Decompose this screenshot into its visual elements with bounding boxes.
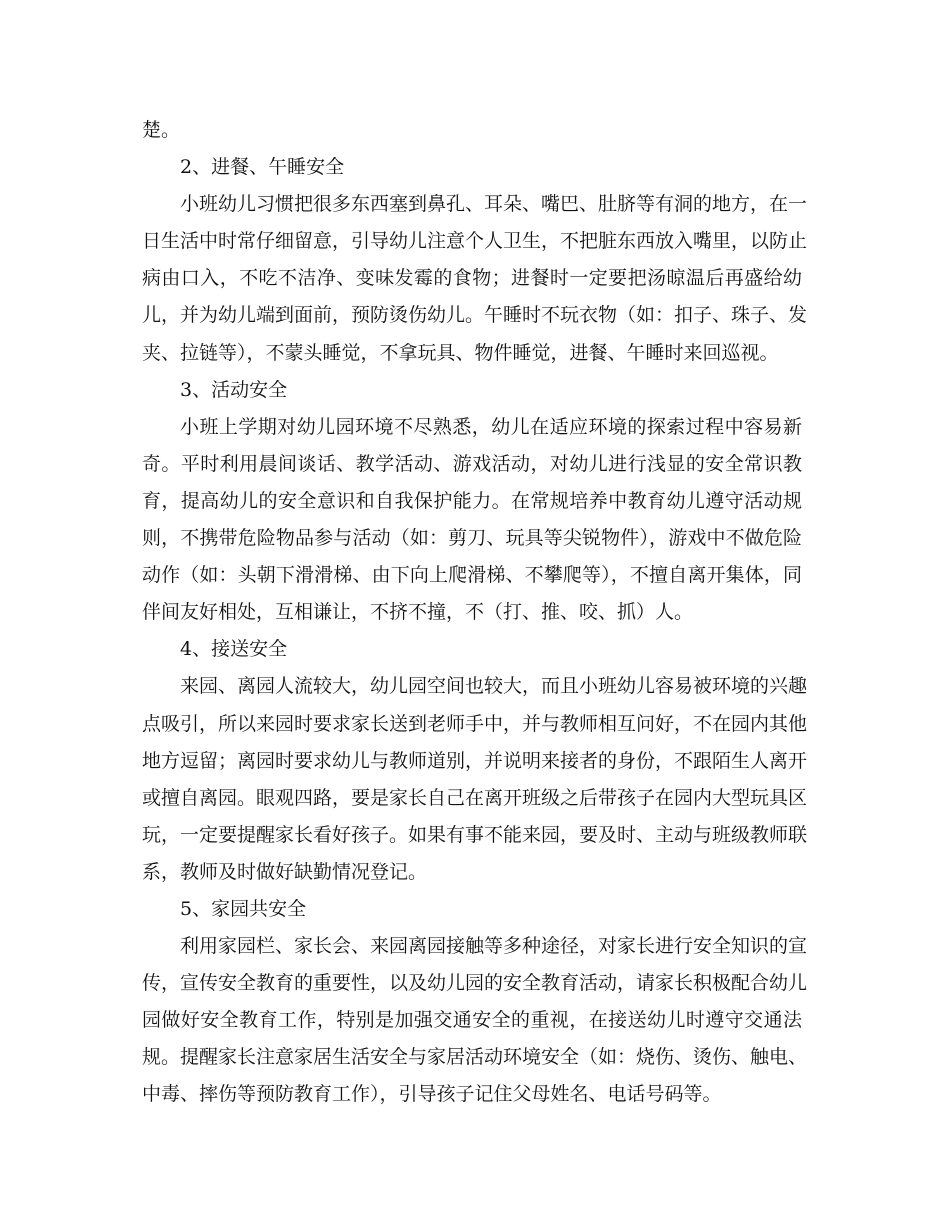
text-line: 来园、离园人流较大，幼儿园空间也较大，而且小班幼儿容易被环境的兴趣 [180,675,808,698]
text-line: 系，教师及时做好缺勤情况登记。 [142,860,428,883]
document-body [142,112,808,1114]
text-line: 奇。平时利用晨间谈话、教学活动、游戏活动，对幼儿进行浅显的安全常识教 [142,452,802,475]
text-line: 地方逗留；离园时要求幼儿与教师道别，并说明来接者的身份，不跟陌生人离开 [142,749,808,772]
section-heading-home-school-safety: 5、家园共安全 [180,897,307,920]
text-line: 点吸引，所以来园时要求家长送到老师手中，并与教师相互问好，不在园内其他 [142,712,808,735]
section-heading-meal-nap-safety: 2、进餐、午睡安全 [180,156,345,179]
text-line: 园做好安全教育工作，特别是加强交通安全的重视，在接送幼儿时遵守交通法 [142,1009,802,1032]
text-line: 小班幼儿习惯把很多东西塞到鼻孔、耳朵、嘴巴、肚脐等有洞的地方，在一 [180,193,808,216]
section-heading-activity-safety: 3、活动安全 [180,378,288,401]
text-line: 小班上学期对幼儿园环境不尽熟悉，幼儿在适应环境的探索过程中容易新 [180,415,802,438]
text-line: 或擅自离园。眼观四路，要是家长自己在离开班级之后带孩子在园内大型玩具区 [142,786,808,809]
section-heading-pickup-safety: 4、接送安全 [180,638,288,661]
text-line: 中毒、摔伤等预防教育工作），引导孩子记住父母姓名、电话号码等。 [142,1083,722,1106]
text-line: 病由口入，不吃不洁净、变味发霉的食物；进餐时一定要把汤晾温后再盛给幼 [142,267,802,290]
text-line: 儿，并为幼儿端到面前，预防烫伤幼儿。午睡时不玩衣物（如：扣子、珠子、发 [142,304,808,327]
text-line: 玩，一定要提醒家长看好孩子。如果有事不能来园，要及时、主动与班级教师联 [142,823,808,846]
text-line: 育，提高幼儿的安全意识和自我保护能力。在常规培养中教育幼儿遵守活动规 [142,489,802,512]
text-line: 则，不携带危险物品参与活动（如：剪刀、玩具等尖锐物件），游戏中不做危险 [142,527,802,550]
text-line: 利用家园栏、家长会、来园离园接触等多种途径，对家长进行安全知识的宣 [180,935,808,958]
text-line: 夹、拉链等），不蒙头睡觉，不拿玩具、物件睡觉，进餐、午睡时来回巡视。 [142,341,779,364]
text-line: 动作（如：头朝下滑滑梯、由下向上爬滑梯、不攀爬等），不擅自离开集体，同 [142,564,802,587]
text-line: 楚。 [142,119,181,141]
text-line: 日生活中时常仔细留意，引导幼儿注意个人卫生，不把脏东西放入嘴里，以防止 [142,230,808,253]
text-line: 规。提醒家长注意家居生活安全与家居活动环境安全（如：烧伤、烫伤、触电、 [142,1046,808,1069]
text-line: 伴间友好相处，互相谦让，不挤不撞，不（打、推、咬、抓）人。 [142,601,694,624]
text-line: 传，宣传安全教育的重要性，以及幼儿园的安全教育活动，请家长积极配合幼儿 [142,972,808,995]
